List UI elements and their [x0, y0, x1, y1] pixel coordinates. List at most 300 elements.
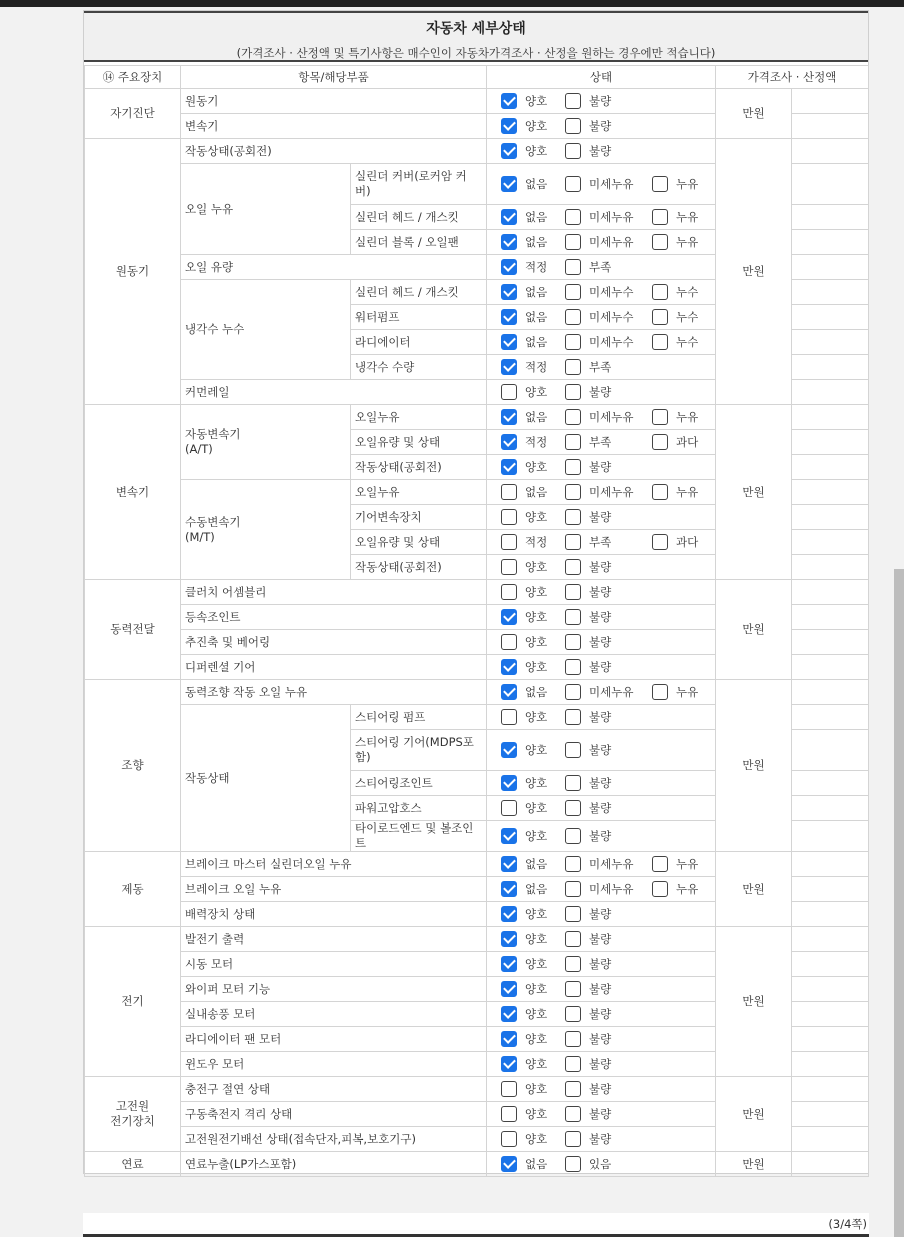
checkbox-checked[interactable]	[501, 309, 517, 325]
status-options	[487, 877, 716, 902]
status-option	[565, 956, 652, 972]
price-input-cell[interactable]	[792, 255, 869, 280]
checkbox-checked[interactable]	[501, 118, 517, 134]
checkbox-unchecked[interactable]	[565, 709, 581, 725]
checkbox-unchecked[interactable]	[652, 856, 668, 872]
checkbox-checked[interactable]	[501, 1006, 517, 1022]
scrollbar-thumb[interactable]	[894, 569, 904, 1237]
status-option	[565, 709, 652, 725]
status-option-label: 미세누수	[589, 309, 634, 324]
status-options	[487, 977, 716, 1002]
checkbox-unchecked[interactable]	[565, 828, 581, 844]
price-input-cell[interactable]	[792, 705, 869, 730]
price-label: 만원	[716, 1152, 792, 1177]
price-input-cell[interactable]	[792, 139, 869, 164]
status-option	[652, 856, 698, 872]
checkbox-unchecked[interactable]	[501, 384, 517, 400]
status-options	[487, 164, 716, 205]
status-option	[501, 659, 565, 675]
status-option	[565, 1081, 652, 1097]
checkbox-unchecked[interactable]	[565, 118, 581, 134]
status-option	[565, 906, 652, 922]
price-input-cell[interactable]	[792, 455, 869, 480]
status-option-label: 불량	[589, 931, 612, 946]
status-option	[565, 931, 652, 947]
checkbox-checked[interactable]	[501, 409, 517, 425]
status-option	[501, 93, 565, 109]
checkbox-unchecked[interactable]	[565, 209, 581, 225]
status-option	[652, 409, 698, 425]
page-subtitle: (가격조사 · 산정액 및 특기사항은 매수인이 자동차가격조사 · 산정을 원하는 경우에만 적습니다)	[236, 46, 716, 60]
checkbox-unchecked[interactable]	[565, 176, 581, 192]
checkbox-unchecked[interactable]	[565, 509, 581, 525]
status-option	[501, 906, 565, 922]
status-option-label: 불량	[589, 634, 612, 649]
checkbox-unchecked[interactable]	[652, 176, 668, 192]
price-input-cell[interactable]	[792, 1152, 869, 1177]
status-option-label: 미세누유	[589, 684, 634, 699]
status-option-label: 부족	[589, 434, 612, 449]
status-option-label: 있음	[589, 1156, 612, 1171]
status-option-label: 불량	[589, 1081, 612, 1096]
price-input-cell[interactable]	[792, 230, 869, 255]
checkbox-checked[interactable]	[501, 176, 517, 192]
sub-item-label: 실린더 커버(로커암 커버)	[351, 164, 487, 205]
price-input-cell[interactable]	[792, 796, 869, 821]
status-option	[501, 742, 565, 758]
status-option-label: 미세누유	[589, 234, 634, 249]
checkbox-unchecked[interactable]	[501, 559, 517, 575]
price-input-cell[interactable]	[792, 952, 869, 977]
price-input-cell[interactable]	[792, 771, 869, 796]
status-option-label: 불량	[589, 709, 612, 724]
checkbox-unchecked[interactable]	[565, 609, 581, 625]
status-option	[501, 981, 565, 997]
status-option-label: 불량	[589, 609, 612, 624]
checkbox-unchecked[interactable]	[565, 334, 581, 350]
checkbox-checked[interactable]	[501, 359, 517, 375]
price-input-cell[interactable]	[792, 877, 869, 902]
checkbox-checked[interactable]	[501, 1156, 517, 1172]
checkbox-unchecked[interactable]	[652, 334, 668, 350]
major-device-label: 전기	[85, 927, 181, 1077]
checkbox-checked[interactable]	[501, 209, 517, 225]
status-option	[501, 334, 565, 350]
status-options	[487, 927, 716, 952]
price-label: 만원	[716, 405, 792, 580]
price-input-cell[interactable]	[792, 405, 869, 430]
status-option-label: 불량	[589, 906, 612, 921]
checkbox-checked[interactable]	[501, 434, 517, 450]
item-label: 브레이크 오일 누유	[181, 877, 487, 902]
status-option-label: 없음	[525, 176, 548, 191]
checkbox-checked[interactable]	[501, 284, 517, 300]
status-option	[565, 1031, 652, 1047]
price-input-cell[interactable]	[792, 1002, 869, 1027]
status-option-label: 양호	[525, 742, 548, 757]
status-options	[487, 680, 716, 705]
sub-item-label: 실린더 헤드 / 개스킷	[351, 205, 487, 230]
price-input-cell[interactable]	[792, 605, 869, 630]
checkbox-unchecked[interactable]	[565, 143, 581, 159]
price-input-cell[interactable]	[792, 1027, 869, 1052]
checkbox-checked[interactable]	[501, 1056, 517, 1072]
checkbox-checked[interactable]	[501, 93, 517, 109]
checkbox-unchecked[interactable]	[501, 800, 517, 816]
price-input-cell[interactable]	[792, 505, 869, 530]
status-option	[565, 334, 652, 350]
checkbox-unchecked[interactable]	[565, 1106, 581, 1122]
status-option-label: 누유	[676, 234, 699, 249]
status-option	[565, 634, 652, 650]
status-option-label: 불량	[589, 559, 612, 574]
price-input-cell[interactable]	[792, 430, 869, 455]
checkbox-unchecked[interactable]	[565, 742, 581, 758]
page-title: 자동차 세부상태	[426, 21, 526, 37]
checkbox-unchecked[interactable]	[565, 981, 581, 997]
checkbox-unchecked[interactable]	[501, 1131, 517, 1147]
status-option-label: 양호	[525, 118, 548, 133]
status-option	[652, 484, 698, 500]
status-option	[501, 584, 565, 600]
price-label: 만원	[716, 852, 792, 927]
checkbox-unchecked[interactable]	[565, 906, 581, 922]
checkbox-checked[interactable]	[501, 684, 517, 700]
status-option-label: 양호	[525, 956, 548, 971]
status-option	[565, 981, 652, 997]
sub-item-label: 스티어링 펌프	[351, 705, 487, 730]
status-option	[501, 234, 565, 250]
status-option-label: 불량	[589, 459, 612, 474]
price-input-cell[interactable]	[792, 89, 869, 114]
checkbox-unchecked[interactable]	[501, 1106, 517, 1122]
status-option	[501, 684, 565, 700]
status-option-label: 없음	[525, 484, 548, 499]
status-option	[565, 800, 652, 816]
price-input-cell[interactable]	[792, 355, 869, 380]
status-option-label: 불량	[589, 143, 612, 158]
checkbox-unchecked[interactable]	[565, 309, 581, 325]
checkbox-unchecked[interactable]	[652, 534, 668, 550]
major-device-label: 조향	[85, 680, 181, 852]
status-option-label: 미세누유	[589, 856, 634, 871]
checkbox-unchecked[interactable]	[652, 684, 668, 700]
item-label: 배력장치 상태	[181, 902, 487, 927]
status-option-label: 양호	[525, 981, 548, 996]
status-option	[501, 309, 565, 325]
checkbox-checked[interactable]	[501, 259, 517, 275]
checkbox-unchecked[interactable]	[652, 284, 668, 300]
price-input-cell[interactable]	[792, 380, 869, 405]
checkbox-checked[interactable]	[501, 1031, 517, 1047]
status-option-label: 불량	[589, 509, 612, 524]
status-option-label: 양호	[525, 906, 548, 921]
checkbox-checked[interactable]	[501, 956, 517, 972]
checkbox-unchecked[interactable]	[565, 931, 581, 947]
status-option	[565, 509, 652, 525]
item-label: 원동기	[181, 89, 487, 114]
status-option	[501, 1056, 565, 1072]
status-option-label: 누수	[676, 309, 699, 324]
status-option	[501, 1006, 565, 1022]
price-label: 만원	[716, 89, 792, 139]
checkbox-unchecked[interactable]	[501, 1081, 517, 1097]
item-label: 추진축 및 베어링	[181, 630, 487, 655]
checkbox-unchecked[interactable]	[565, 559, 581, 575]
status-option	[501, 828, 565, 844]
checkbox-unchecked[interactable]	[565, 1006, 581, 1022]
price-input-cell[interactable]	[792, 655, 869, 680]
status-option-label: 없음	[525, 684, 548, 699]
checkbox-unchecked[interactable]	[565, 881, 581, 897]
status-option-label: 누수	[676, 334, 699, 349]
checkbox-unchecked[interactable]	[501, 634, 517, 650]
status-option	[652, 534, 698, 550]
item-label: 디퍼렌셜 기어	[181, 655, 487, 680]
checkbox-checked[interactable]	[501, 609, 517, 625]
status-option	[501, 484, 565, 500]
checkbox-unchecked[interactable]	[565, 359, 581, 375]
sub-item-label: 냉각수 수량	[351, 355, 487, 380]
checkbox-unchecked[interactable]	[501, 509, 517, 525]
status-option	[652, 309, 698, 325]
status-option	[652, 684, 698, 700]
status-option-label: 불량	[589, 1131, 612, 1146]
status-option	[565, 459, 652, 475]
checkbox-checked[interactable]	[501, 742, 517, 758]
status-option	[565, 881, 652, 897]
price-label: 만원	[716, 1077, 792, 1152]
status-option-label: 부족	[589, 359, 612, 374]
status-option	[565, 775, 652, 791]
price-input-cell[interactable]	[792, 927, 869, 952]
sub-item-label: 스티어링조인트	[351, 771, 487, 796]
price-input-cell[interactable]	[792, 580, 869, 605]
price-input-cell[interactable]	[792, 280, 869, 305]
status-option	[501, 118, 565, 134]
price-input-cell[interactable]	[792, 1052, 869, 1077]
checkbox-unchecked[interactable]	[565, 484, 581, 500]
table-row	[85, 139, 869, 164]
status-option	[501, 634, 565, 650]
checkbox-unchecked[interactable]	[565, 459, 581, 475]
status-options	[487, 555, 716, 580]
checkbox-unchecked[interactable]	[565, 956, 581, 972]
checkbox-unchecked[interactable]	[652, 234, 668, 250]
sub-item-label: 작동상태(공회전)	[351, 455, 487, 480]
status-option-label: 불량	[589, 93, 612, 108]
checkbox-unchecked[interactable]	[565, 434, 581, 450]
status-option	[501, 176, 565, 192]
price-input-cell[interactable]	[792, 480, 869, 505]
status-options	[487, 530, 716, 555]
status-options	[487, 205, 716, 230]
status-option	[501, 384, 565, 400]
checkbox-unchecked[interactable]	[565, 534, 581, 550]
status-option-label: 적정	[525, 259, 548, 274]
status-option	[501, 359, 565, 375]
checkbox-unchecked[interactable]	[565, 284, 581, 300]
status-option-label: 불량	[589, 775, 612, 790]
checkbox-unchecked[interactable]	[652, 434, 668, 450]
checkbox-checked[interactable]	[501, 459, 517, 475]
checkbox-unchecked[interactable]	[652, 881, 668, 897]
status-option-label: 양호	[525, 709, 548, 724]
status-option	[565, 434, 652, 450]
price-input-cell[interactable]	[792, 555, 869, 580]
checkbox-unchecked[interactable]	[565, 1056, 581, 1072]
checkbox-unchecked[interactable]	[565, 800, 581, 816]
status-option-label: 양호	[525, 828, 548, 843]
status-option	[501, 259, 565, 275]
status-option	[652, 176, 698, 192]
status-option-label: 과다	[676, 534, 699, 549]
checkbox-checked[interactable]	[501, 775, 517, 791]
checkbox-checked[interactable]	[501, 334, 517, 350]
price-input-cell[interactable]	[792, 114, 869, 139]
item-label: 작동상태(공회전)	[181, 139, 487, 164]
item-label: 시동 모터	[181, 952, 487, 977]
status-option	[501, 609, 565, 625]
major-device-label: 고전원 전기장치	[85, 1077, 181, 1152]
checkbox-unchecked[interactable]	[565, 1031, 581, 1047]
status-option	[565, 559, 652, 575]
checkbox-unchecked[interactable]	[565, 259, 581, 275]
item-group-label: 오일 누유	[181, 164, 351, 255]
checkbox-checked[interactable]	[501, 931, 517, 947]
header-major: ⑭ 주요장치	[85, 66, 181, 89]
status-options	[487, 1002, 716, 1027]
checkbox-unchecked[interactable]	[565, 634, 581, 650]
checkbox-unchecked[interactable]	[565, 775, 581, 791]
checkbox-checked[interactable]	[501, 856, 517, 872]
table-row	[85, 680, 869, 705]
price-input-cell[interactable]	[792, 730, 869, 771]
status-options	[487, 705, 716, 730]
checkbox-unchecked[interactable]	[501, 584, 517, 600]
checkbox-unchecked[interactable]	[501, 709, 517, 725]
price-input-cell[interactable]	[792, 680, 869, 705]
status-option-label: 양호	[525, 931, 548, 946]
status-option	[501, 931, 565, 947]
price-input-cell[interactable]	[792, 902, 869, 927]
table-row	[85, 89, 869, 114]
checkbox-checked[interactable]	[501, 981, 517, 997]
status-option-label: 없음	[525, 1156, 548, 1171]
table-row	[85, 405, 869, 430]
price-input-cell[interactable]	[792, 164, 869, 205]
checkbox-unchecked[interactable]	[565, 1131, 581, 1147]
item-group-label: 수동변속기 (M/T)	[181, 480, 351, 580]
status-option-label: 양호	[525, 559, 548, 574]
status-option-label: 적정	[525, 359, 548, 374]
status-option-label: 양호	[525, 775, 548, 790]
checkbox-checked[interactable]	[501, 234, 517, 250]
item-label: 충전구 절연 상태	[181, 1077, 487, 1102]
price-input-cell[interactable]	[792, 305, 869, 330]
status-option	[565, 534, 652, 550]
status-option	[565, 659, 652, 675]
status-option-label: 양호	[525, 1031, 548, 1046]
status-option	[652, 209, 698, 225]
checkbox-checked[interactable]	[501, 906, 517, 922]
checkbox-unchecked[interactable]	[565, 584, 581, 600]
checkbox-unchecked[interactable]	[565, 1156, 581, 1172]
price-input-cell[interactable]	[792, 1102, 869, 1127]
status-option	[652, 234, 698, 250]
price-input-cell[interactable]	[792, 530, 869, 555]
status-options	[487, 480, 716, 505]
sub-item-label: 라디에이터	[351, 330, 487, 355]
item-label: 라디에이터 팬 모터	[181, 1027, 487, 1052]
price-input-cell[interactable]	[792, 330, 869, 355]
header-price: 가격조사 · 산정액	[716, 66, 869, 89]
checkbox-unchecked[interactable]	[652, 309, 668, 325]
status-option-label: 부족	[589, 534, 612, 549]
price-input-cell[interactable]	[792, 852, 869, 877]
sub-item-label: 작동상태(공회전)	[351, 555, 487, 580]
status-options	[487, 405, 716, 430]
checkbox-unchecked[interactable]	[565, 1081, 581, 1097]
item-group-label: 작동상태	[181, 705, 351, 852]
checkbox-unchecked[interactable]	[501, 534, 517, 550]
major-device-label: 연료	[85, 1152, 181, 1177]
checkbox-unchecked[interactable]	[652, 209, 668, 225]
status-option	[565, 284, 652, 300]
checkbox-checked[interactable]	[501, 828, 517, 844]
status-option	[501, 143, 565, 159]
checkbox-unchecked[interactable]	[565, 684, 581, 700]
status-options	[487, 455, 716, 480]
table-row	[85, 1077, 869, 1102]
checkbox-unchecked[interactable]	[565, 409, 581, 425]
checkbox-unchecked[interactable]	[652, 484, 668, 500]
checkbox-unchecked[interactable]	[565, 234, 581, 250]
major-device-label: 제동	[85, 852, 181, 927]
status-option	[501, 1131, 565, 1147]
price-input-cell[interactable]	[792, 821, 869, 852]
status-option	[501, 284, 565, 300]
status-option-label: 없음	[525, 409, 548, 424]
price-input-cell[interactable]	[792, 1077, 869, 1102]
checkbox-unchecked[interactable]	[652, 409, 668, 425]
checkbox-checked[interactable]	[501, 881, 517, 897]
status-options	[487, 230, 716, 255]
status-options	[487, 505, 716, 530]
checkbox-unchecked[interactable]	[565, 856, 581, 872]
checkbox-unchecked[interactable]	[565, 384, 581, 400]
checkbox-unchecked[interactable]	[501, 484, 517, 500]
price-input-cell[interactable]	[792, 1127, 869, 1152]
checkbox-unchecked[interactable]	[565, 659, 581, 675]
checkbox-unchecked[interactable]	[565, 93, 581, 109]
checkbox-checked[interactable]	[501, 659, 517, 675]
status-option	[565, 384, 652, 400]
status-option-label: 양호	[525, 800, 548, 815]
price-input-cell[interactable]	[792, 977, 869, 1002]
status-option-label: 불량	[589, 1031, 612, 1046]
table-header	[85, 66, 869, 89]
checkbox-checked[interactable]	[501, 143, 517, 159]
status-option-label: 불량	[589, 118, 612, 133]
status-option	[501, 856, 565, 872]
status-option-label: 불량	[589, 1056, 612, 1071]
price-input-cell[interactable]	[792, 630, 869, 655]
price-input-cell[interactable]	[792, 205, 869, 230]
major-device-label: 원동기	[85, 139, 181, 405]
sub-item-label: 실린더 블록 / 오일팬	[351, 230, 487, 255]
status-option-label: 미세누수	[589, 284, 634, 299]
